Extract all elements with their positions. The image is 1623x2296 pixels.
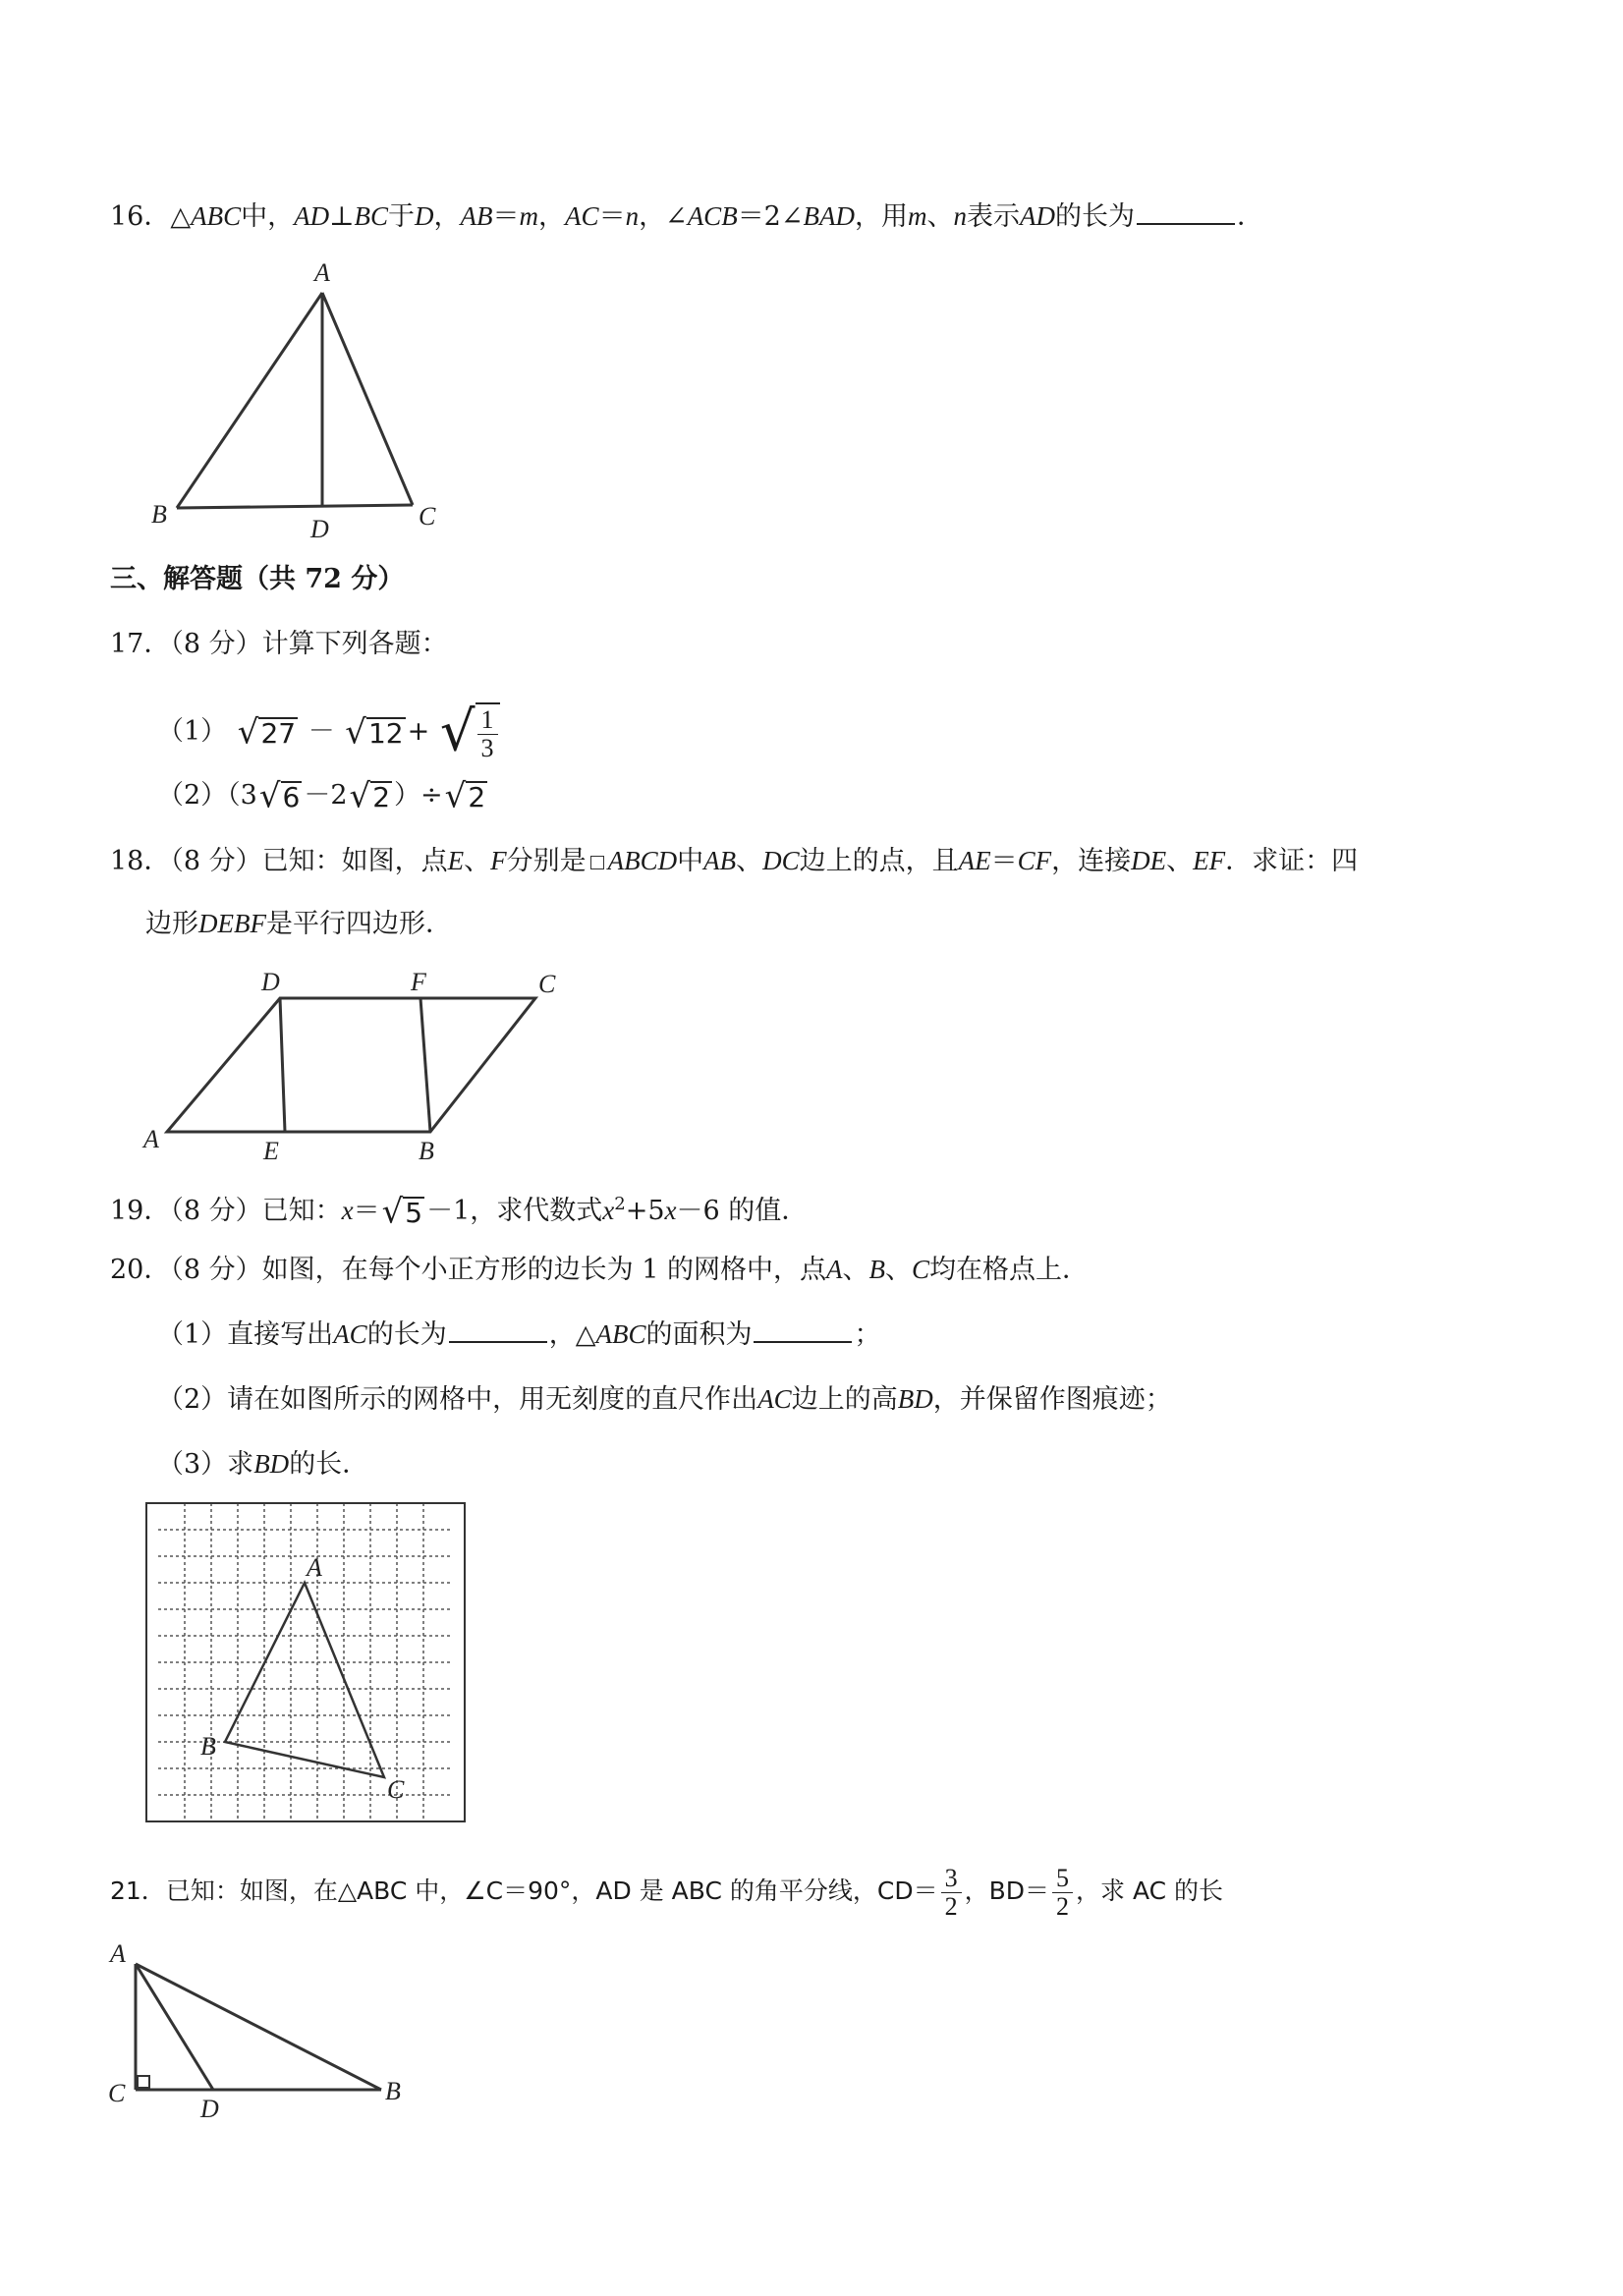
label-d: D xyxy=(310,515,329,542)
sqrt-2: √2 xyxy=(349,776,391,816)
q18-text-line1: 18．（8 分）已知：如图，点E、F分别是 ABCD中AB、DC边上的点，且AE＝CF，连接DE、EF．求证：四 xyxy=(110,846,1359,876)
fraction-cd: $\frac{3}{2}$ xyxy=(941,1865,962,1921)
segment-fb xyxy=(420,998,430,1132)
right-angle-mark xyxy=(138,2076,149,2088)
q18-parallelogram-figure xyxy=(138,961,589,1167)
segment-de xyxy=(280,998,285,1132)
section-title: 三、解答题（共 72 分） xyxy=(110,564,405,594)
label-a: A xyxy=(314,258,330,287)
sqrt-one-third: √ $\frac{1}{3}$ xyxy=(440,698,500,767)
answer-blank-ac xyxy=(449,1316,547,1343)
q17-head: 17．（8 分）计算下列各题： xyxy=(110,629,448,659)
sqrt-27: √27 xyxy=(237,712,297,753)
label-a: A xyxy=(143,1125,159,1153)
grid xyxy=(158,1503,450,1821)
segment-ac xyxy=(322,293,413,505)
segment-ab xyxy=(136,1964,381,2090)
fraction-bd: $\frac{5}{2}$ xyxy=(1052,1865,1073,1921)
label-c: C xyxy=(419,502,436,531)
q20-head: 20．（8 分）如图，在每个小正方形的边长为 1 的网格中，点A、B、C均在格点上． xyxy=(110,1255,1089,1285)
q17-part1: （1） √27 － √12 + √ $\frac{1}{3}$ xyxy=(157,698,502,767)
answer-blank xyxy=(1137,197,1235,225)
q20-part3: （3）求BD的长． xyxy=(157,1449,369,1480)
q19-text: 19．（8 分）已知：x＝√5 －1，求代数式$x^2+5x-6$ 的值． xyxy=(110,1192,809,1232)
parallelogram-abcd xyxy=(167,998,535,1132)
answer-blank-area xyxy=(754,1316,852,1343)
sqrt-5: √5 xyxy=(381,1192,423,1232)
label-a: A xyxy=(307,1553,322,1582)
label-c: C xyxy=(387,1775,405,1804)
label-b: B xyxy=(200,1732,216,1761)
sqrt-12: √12 xyxy=(345,712,404,753)
q16-triangle-figure xyxy=(147,257,452,542)
segment-ab xyxy=(177,293,322,508)
q20-grid-figure xyxy=(138,1495,481,1829)
label-b: B xyxy=(385,2077,401,2105)
label-a: A xyxy=(110,1939,126,1968)
parallelogram-icon xyxy=(590,856,604,869)
q21-text: 21．已知：如图，在△ABC 中，∠C＝90°，AD 是 ABC 的角平分线，CD＝ $\frac{3}{2}$ ，BD＝ $\frac{5}{2}$ ，求 AC 的长 xyxy=(110,1863,1224,1921)
triangle-abc xyxy=(225,1583,384,1777)
label-b: B xyxy=(419,1137,434,1165)
label-b: B xyxy=(151,500,167,529)
q20-part2: （2）请在如图所示的网格中，用无刻度的直尺作出AC边上的高BD，并保留作图痕迹； xyxy=(157,1384,1172,1415)
label-c: C xyxy=(538,970,556,998)
q18-text-line2: 边形DEBF是平行四边形． xyxy=(145,909,452,939)
q16-text: 16．△ABC中，AD⊥BC于D，AB＝m，AC＝n，∠ACB＝2∠BAD，用m、n表示AD的长为 ． xyxy=(110,196,1263,237)
q17-part2: （2）（3√6 －2√2 ）÷√2 xyxy=(157,776,486,816)
sqrt-6: √6 xyxy=(258,776,301,816)
label-c: C xyxy=(108,2079,126,2107)
label-e: E xyxy=(263,1137,279,1165)
segment-bc xyxy=(177,505,413,508)
label-d: D xyxy=(261,968,280,996)
sqrt-2b: √2 xyxy=(444,776,486,816)
q20-part1: （1）直接写出AC的长为 ，△ABC的面积为 ； xyxy=(157,1315,880,1355)
label-f: F xyxy=(411,968,426,996)
q21-triangle-figure xyxy=(98,1931,432,2137)
label-d: D xyxy=(200,2095,219,2123)
